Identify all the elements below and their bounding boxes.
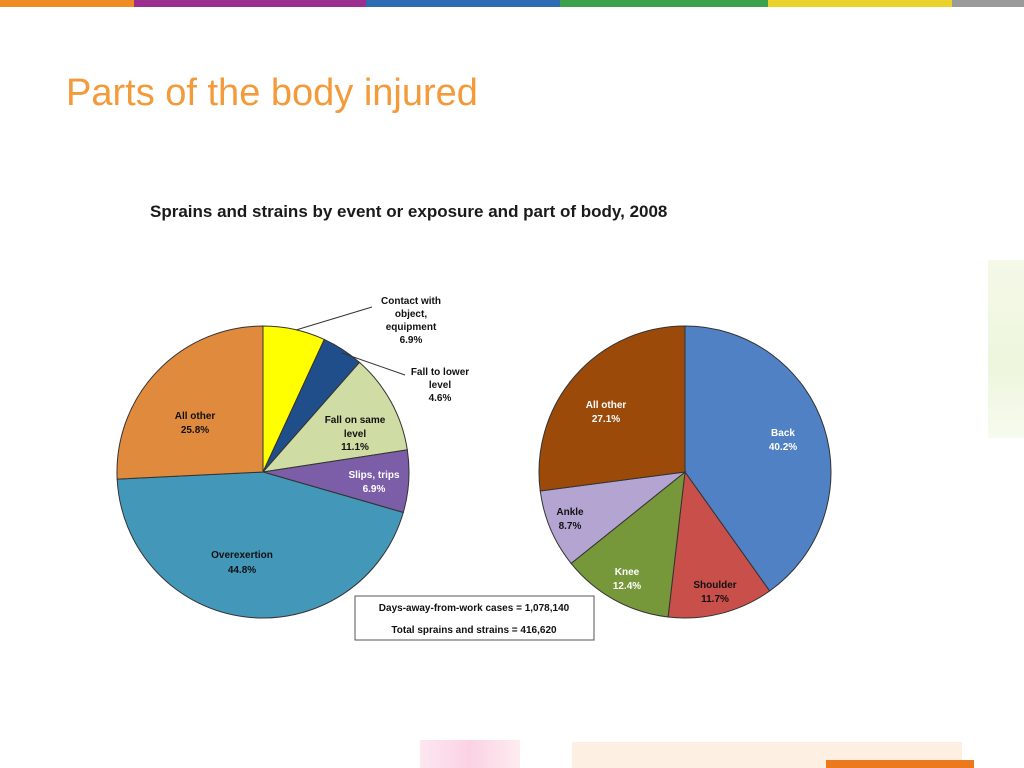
label-shoulder-value: 11.7% xyxy=(701,594,729,605)
label-contact-line3: equipment xyxy=(385,322,437,333)
label-contact xyxy=(381,296,441,346)
label-fall-same-line1: Fall on same xyxy=(324,415,386,426)
label-all-other-1-value: 25.8% xyxy=(180,425,210,436)
info-box-cases: Days-away-from-work cases = 1,078,140 xyxy=(378,603,570,614)
label-slips-name: Slips, trips xyxy=(348,470,400,481)
pie-chart-body-part xyxy=(539,326,831,618)
label-ankle-name: Ankle xyxy=(556,507,584,518)
label-knee-name: Knee xyxy=(614,567,640,578)
label-fall-lower-line1: Fall to lower xyxy=(410,367,470,378)
chart-title: Sprains and strains by event or exposure and part of body, 2008 xyxy=(150,202,668,221)
label-fall-lower-value: 4.6% xyxy=(428,393,452,404)
label-all-other-2-name: All other xyxy=(585,400,627,411)
label-ankle-value: 8.7% xyxy=(558,521,582,532)
label-all-other-1-name: All other xyxy=(174,411,216,422)
label-shoulder-name: Shoulder xyxy=(693,580,737,591)
label-fall-lower-line2: level xyxy=(428,380,452,391)
label-contact-line1: Contact with xyxy=(381,296,441,307)
label-fall-lower xyxy=(411,367,469,404)
label-knee-value: 12.4% xyxy=(612,581,642,592)
slide-title: Parts of the body injured xyxy=(66,72,478,114)
event-slice-all-other xyxy=(117,326,263,479)
label-back-name: Back xyxy=(771,428,795,439)
label-contact-value: 6.9% xyxy=(399,335,423,346)
leader-line-contact xyxy=(296,307,372,330)
label-overexertion-name: Overexertion xyxy=(211,550,273,561)
label-fall-same-value: 11.1% xyxy=(341,442,369,453)
info-box-total: Total sprains and strains = 416,620 xyxy=(391,625,557,636)
label-fall-same-line2: level xyxy=(343,429,367,440)
label-back-value: 40.2% xyxy=(768,442,798,453)
label-all-other-2-value: 27.1% xyxy=(591,414,621,425)
label-contact-line2: object, xyxy=(394,309,428,320)
info-box xyxy=(355,596,594,640)
label-overexertion-value: 44.8% xyxy=(227,565,257,576)
label-slips-value: 6.9% xyxy=(362,484,386,495)
